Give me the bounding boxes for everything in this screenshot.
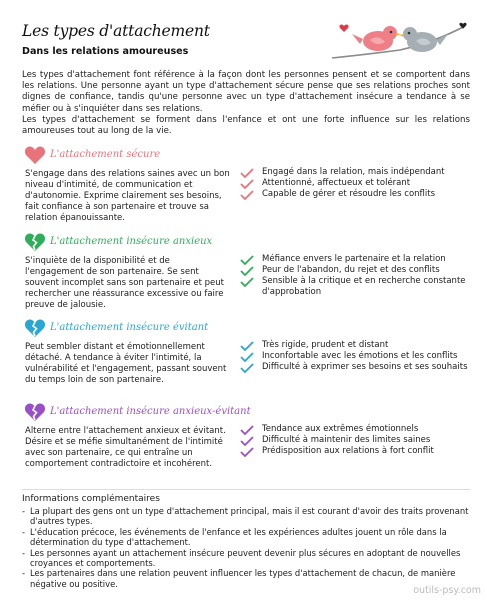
page-subtitle: Dans les relations amoureuses: [22, 46, 189, 57]
trait-item: Inconfortable avec les émotions et les conflits: [240, 351, 480, 362]
section-description: Alterne entre l'attachement anxieux et évitant. Désire et se méfie simultanément de l'intimité avec son partenaire, ce qui entraîne un comportement contradictoire et incohérent.: [25, 426, 226, 469]
traits-list: [240, 424, 480, 457]
checkmark-icon: [240, 352, 254, 362]
checkmark-icon: [240, 190, 254, 200]
traits-list: [240, 167, 480, 200]
trait-item: Méfiance envers le partenaire et la relation: [240, 254, 480, 265]
section-title: L'attachement insécure anxieux-évitant: [50, 406, 251, 417]
additional-info: [22, 494, 474, 589]
broken-heart-icon: [24, 232, 46, 252]
checkmark-icon: [240, 363, 254, 373]
info-list: [22, 506, 474, 589]
intro-text: [22, 70, 470, 137]
checkmark-icon: [240, 341, 254, 351]
checkmark-icon: [240, 425, 254, 435]
section-description: S'inquiète de la disponibilité et de l'engagement de son partenaire. Se sent souvent incomplet sans son partenaire et peut rechercher une réassurance excessive ou faire preuve de jalousie.: [25, 256, 224, 310]
trait-item: Très rigide, prudent et distant: [240, 340, 480, 351]
love-birds-illustration: [330, 14, 475, 66]
divider: [22, 489, 470, 490]
trait-item: Difficulté à maintenir des limites saines: [240, 435, 480, 446]
trait-item: Capable de gérer et résoudre les conflits: [240, 189, 480, 200]
info-title: Informations complémentaires: [22, 494, 160, 504]
trait-item: Attentionné, affectueux et tolérant: [240, 178, 480, 189]
checkmark-icon: [240, 436, 254, 446]
info-item: - La plupart des gens ont un type d'attachement principal, mais il est courant d'avoir des traits provenant d'autres types.: [22, 506, 469, 527]
traits-list: [240, 340, 480, 373]
page-title: Les types d'attachement: [22, 22, 210, 40]
trait-item: Tendance aux extrêmes émotionnels: [240, 424, 480, 435]
traits-list: [240, 254, 480, 298]
checkmark-icon: [240, 447, 254, 457]
checkmark-icon: [240, 255, 254, 265]
info-item: - L'éducation précoce, les événements de l'enfance et les expériences adultes jouent un rôle dans la détermination du type d'attachement.: [22, 526, 447, 548]
intro-paragraph: Les types d'attachement se forment dans l'enfance et ont une forte influence sur les relations amoureuses tout au long de la vie.: [22, 114, 470, 137]
site-watermark: outils-psy.com: [413, 585, 481, 596]
section-title: L'attachement insécure anxieux: [50, 236, 213, 247]
trait-item: Prédisposition aux relations à fort conflit: [240, 446, 480, 457]
trait-item: Difficulté à exprimer ses besoins et ses souhaits: [240, 362, 480, 373]
trait-item: Engagé dans la relation, mais indépendant: [240, 167, 480, 178]
checkmark-icon: [240, 179, 254, 189]
heart-icon: [24, 145, 46, 165]
section-title: L'attachement insécure évitant: [50, 322, 209, 333]
checkmark-icon: [240, 277, 254, 287]
trait-item: Peur de l'abandon, du rejet et des conflits: [240, 265, 480, 276]
info-item: - Les personnes ayant un attachement insécure peuvent devenir plus sécures en adoptant de nouvelles croyances et comportements.: [22, 547, 461, 569]
trait-item: Sensible à la critique et en recherche constante d'approbation: [240, 276, 480, 298]
info-item: - Les partenaires dans une relation peuvent influencer les types d'attachement de chacun, de manière négative ou positive.: [22, 568, 456, 589]
broken-heart-icon: [24, 402, 46, 422]
checkmark-icon: [240, 266, 254, 276]
section-description: S'engage dans des relations saines avec un bon niveau d'intimité, de communication et d'autonomie. Exprime clairement ses besoins, fait confiance à son partenaire et trouve sa relation épanouissante.: [25, 169, 230, 223]
intro-paragraph: Les types d'attachement font référence à la façon dont les personnes pensent et se comportent dans les relations. Une personne ayant un type d'attachement sécure pense que ses relations proches sont dignes de confiance, tandis qu'une personne avec un type d'attachement insécure a tendance à se méfier ou à s'inquiéter dans ses relations.: [22, 70, 470, 114]
section-title: L'attachement sécure: [50, 149, 161, 160]
checkmark-icon: [240, 168, 254, 178]
section-description: Peut sembler distant et émotionnellement détaché. A tendance à éviter l'intimité, la vulnérabilité et l'engagement, passant souvent du temps loin de son partenaire.: [25, 342, 227, 385]
broken-heart-icon: [24, 318, 46, 338]
